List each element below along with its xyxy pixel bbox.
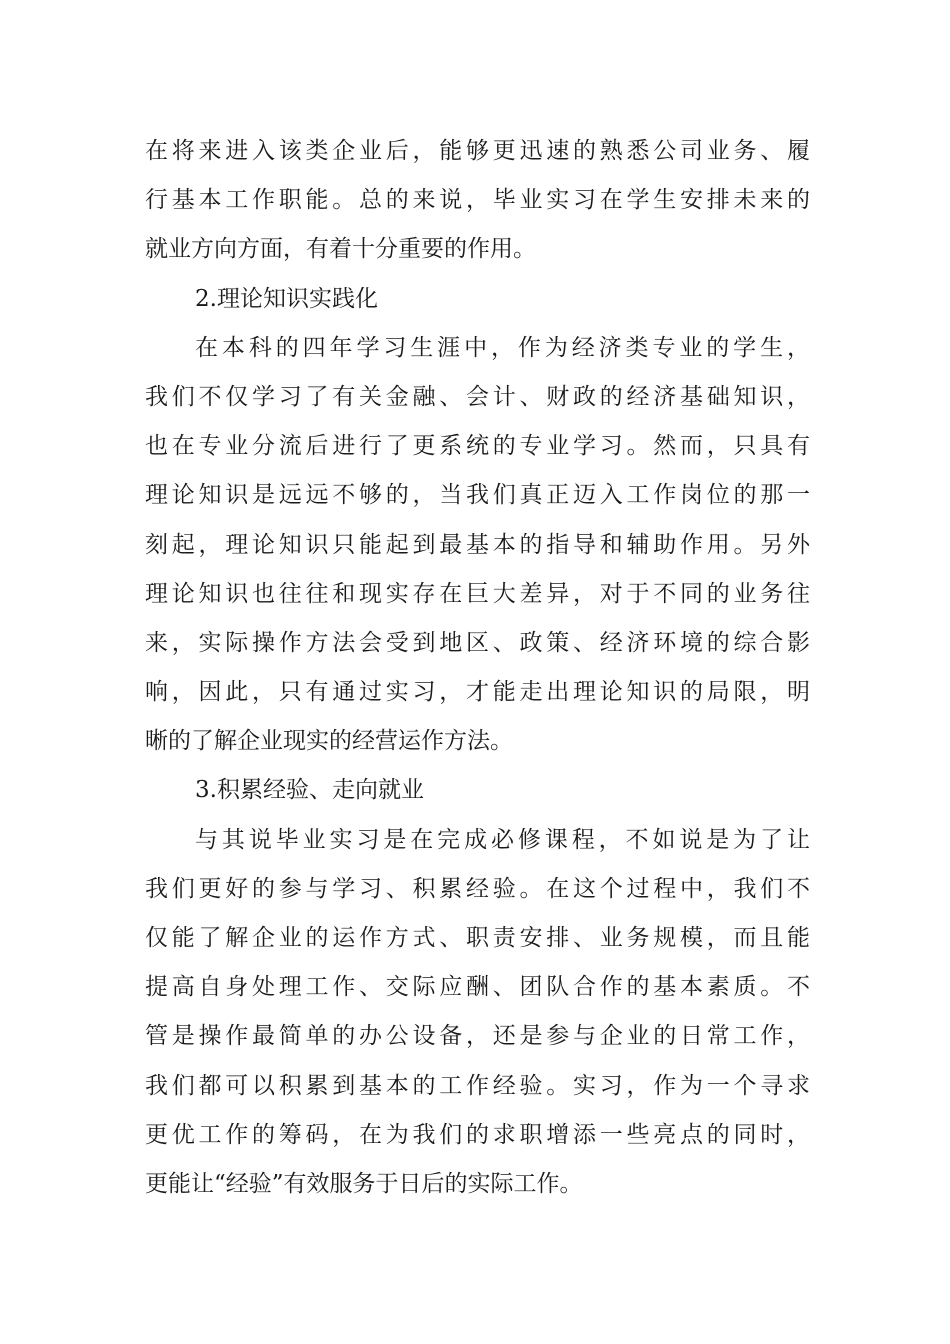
text-line: 更优工作的筹码，在为我们的求职增添一些亮点的同时， (145, 1121, 810, 1148)
text-line: 来，实际操作方法会受到地区、政策、经济环境的综合影 (145, 629, 810, 656)
text-line: 提高自身处理工作、交际应酬、团队合作的基本素质。不 (145, 974, 810, 1001)
text-line: 响，因此，只有通过实习，才能走出理论知识的局限，明 (145, 679, 810, 706)
text-line: 理论知识也往往和现实存在巨大差异，对于不同的业务往 (145, 580, 810, 607)
text-line: 管是操作最简单的办公设备，还是参与企业的日常工作， (145, 1023, 810, 1050)
text-line: 在本科的四年学习生涯中，作为经济类专业的学生， (195, 334, 810, 361)
text-line: 更能让“经验”有效服务于日后的实际工作。 (145, 1170, 583, 1197)
section-heading: 2.理论知识实践化 (195, 285, 378, 312)
text-line: 在将来进入该类企业后，能够更迅速的熟悉公司业务、履 (145, 138, 810, 164)
text-line: 我们都可以积累到基本的工作经验。实习，作为一个寻求 (145, 1072, 810, 1099)
section-heading: 3.积累经验、走向就业 (195, 777, 424, 804)
text-line: 行基本工作职能。总的来说，毕业实习在学生安排未来的 (145, 187, 810, 214)
text-line: 也在专业分流后进行了更系统的专业学习。然而，只具有 (145, 433, 810, 460)
document-body (145, 127, 810, 1209)
text-line: 我们不仅学习了有关金融、会计、财政的经济基础知识， (145, 383, 810, 410)
text-line: 我们更好的参与学习、积累经验。在这个过程中，我们不 (145, 875, 810, 902)
text-line: 晰的了解企业现实的经营运作方法。 (145, 728, 513, 755)
text-line: 就业方向方面，有着十分重要的作用。 (145, 236, 536, 263)
text-line: 仅能了解企业的运作方式、职责安排、业务规模，而且能 (145, 925, 810, 951)
text-line: 理论知识是远远不够的，当我们真正迈入工作岗位的那一 (145, 482, 810, 509)
text-line: 与其说毕业实习是在完成必修课程，不如说是为了让 (195, 826, 810, 853)
text-line: 刻起，理论知识只能起到最基本的指导和辅助作用。另外 (145, 531, 810, 558)
